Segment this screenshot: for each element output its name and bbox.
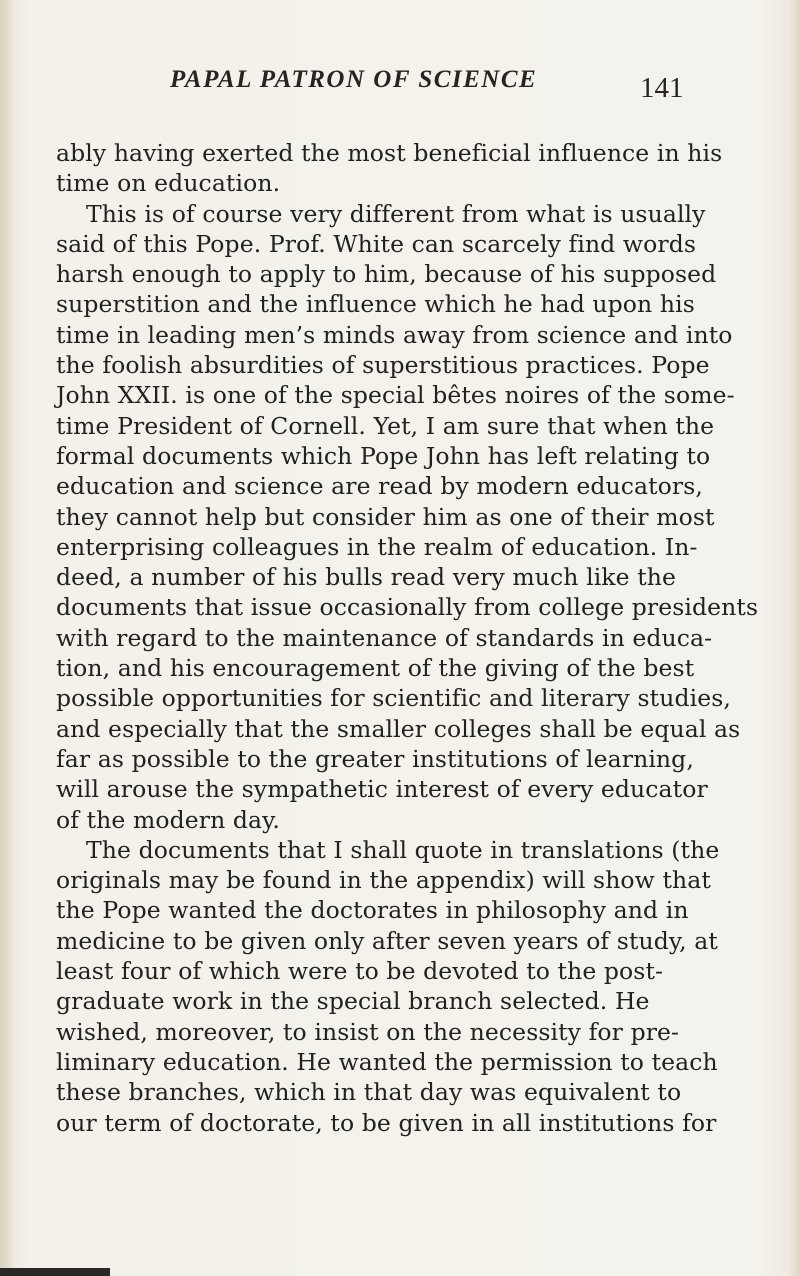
text-line: time in leading men’s minds away from science and into [56,320,733,349]
text-line: medicine to be given only after seven years of study, at [56,926,718,955]
text-line: harsh enough to apply to him, because of his supposed [56,260,717,289]
text-line: far as possible to the greater institutions of learning, [56,744,694,773]
text-line: these branches, which in that day was equivalent to [56,1078,682,1107]
text-line: liminary education. He wanted the permission to teach [56,1047,718,1076]
text-line: possible opportunities for scientific and literary studies, [56,684,731,713]
text-line: time President of Cornell. Yet, I am sure that when the [56,411,715,440]
bottom-edge-mark [0,1268,110,1276]
running-head: PAPAL PATRON OF SCIENCE [170,66,538,93]
text-line: wished, moreover, to insist on the necessity for pre- [56,1017,680,1046]
text-line: time on education. [56,169,281,198]
text-line: This is of course very different from what is usually [86,199,706,228]
text-line: The documents that I shall quote in translations (the [86,835,720,864]
text-line: enterprising colleagues in the realm of education. In- [56,532,698,561]
text-line: least four of which were to be devoted to the post- [56,957,664,986]
text-line: ably having exerted the most beneficial influence in his [56,139,723,167]
text-line: will arouse the sympathetic interest of every educator [56,775,708,804]
text-line: they cannot help but consider him as one of their most [56,502,715,531]
text-line: originals may be found in the appendix) will show that [56,866,711,895]
text-line: said of this Pope. Prof. White can scarcely find words [56,229,696,258]
text-line: John XXII. is one of the special bêtes noires of the some- [56,381,735,410]
text-line: deed, a number of his bulls read very much like the [56,563,677,592]
text-line: formal documents which Pope John has left relating to [56,441,711,470]
text-line: of the modern day. [56,805,280,834]
text-line: graduate work in the special branch selected. He [56,987,650,1016]
body-text [56,138,786,1138]
text-line: the foolish absurdities of superstitious practices. Pope [56,351,710,380]
text-line: with regard to the maintenance of standards in educa- [56,623,713,652]
page-edge-right [790,0,800,1276]
text-line: superstition and the influence which he had upon his [56,290,695,319]
text-line: the Pope wanted the doctorates in philosophy and in [56,896,689,925]
text-line: documents that issue occasionally from college presidents [56,593,759,622]
text-line: education and science are read by modern educators, [56,472,703,501]
text-line: our term of doctorate, to be given in all institutions for [56,1108,717,1137]
text-line: and especially that the smaller colleges shall be equal as [56,714,741,743]
page-gutter-left [0,0,14,1276]
page-number: 141 [640,72,684,104]
text-line: tion, and his encouragement of the giving of the best [56,654,695,683]
